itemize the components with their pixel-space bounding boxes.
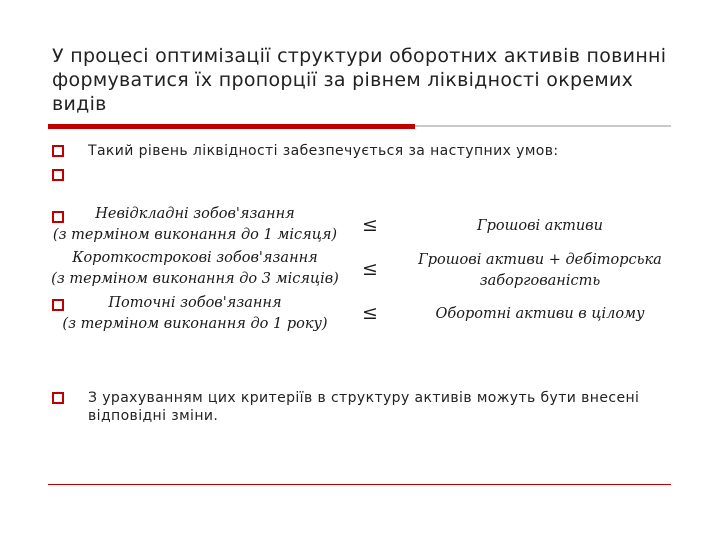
slide-title: У процесі оптимізації структури оборотних активів повинні формуватися їх пропорції за рівнем ліквідності окремих видів [52,45,667,115]
bullet-square-icon [52,169,64,181]
footer-divider [48,484,671,485]
liability-term: (з терміном виконання до 1 року) [62,316,328,332]
less-or-equal-sign: ≤ [362,214,378,236]
liability-title: Короткострокові зобов'язання [72,250,318,266]
liability-term: (з терміном виконання до 3 місяців) [51,271,339,287]
asset-title: Оборотні активи в цілому [435,306,645,322]
title-accent-bar [48,124,415,129]
liability-title: Поточні зобов'язання [108,295,282,311]
bullet-square-icon [52,392,64,404]
conclusion-text: З урахуванням цих критеріїв в структуру активів можуть бути внесені відповідні зміни. [88,390,640,424]
asset-subtitle: заборгованість [479,273,601,289]
less-or-equal-sign: ≤ [362,302,378,324]
less-or-equal-sign: ≤ [362,258,378,280]
liability-term: (з терміном виконання до 1 місяця) [52,227,338,243]
asset-title: Грошові активи [477,218,603,234]
liability-title: Невідкладні зобов'язання [95,206,295,222]
intro-text: Такий рівень ліквідності забезпечується за наступних умов: [88,143,559,159]
asset-title: Грошові активи + дебіторська [418,252,662,268]
bullet-square-icon [52,145,64,157]
